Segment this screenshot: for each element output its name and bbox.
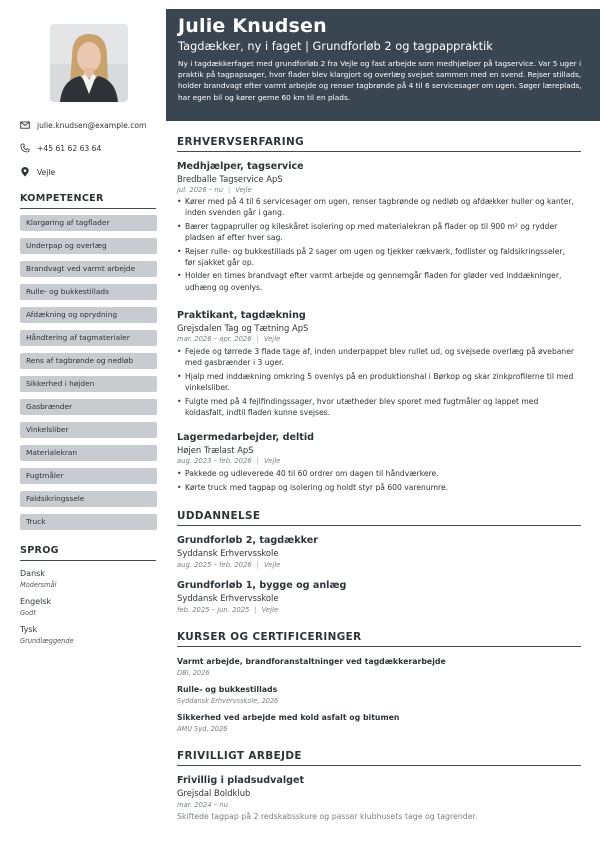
- contact-location: [20, 167, 160, 177]
- skill-chip: Vinkelsliber: [20, 422, 157, 438]
- skill-chip: Rulle- og bukkestillads: [20, 284, 157, 300]
- job-bullet: • Rejser rulle- og bukkestillads på 2 sager om ugen og tjekker rækværk, fodlister og faldsikringsseler, før sjakket går op.: [177, 246, 577, 268]
- volunteer-org: Grejsdal Boldklub: [177, 788, 251, 798]
- languages-heading: SPROG: [20, 545, 156, 561]
- job-location: Vejle: [263, 335, 281, 343]
- skill-chip: Sikkerhed i højden: [20, 376, 157, 392]
- education-school: Syddansk Erhvervsskole: [177, 548, 279, 558]
- skill-chip: Materialekran: [20, 445, 157, 461]
- volunteer-description: Skiftede tagpap på 2 redskabsskure og passer klubhusets tage og tagrender.: [177, 812, 478, 821]
- job-bullets: [177, 196, 577, 295]
- job-bullets: [177, 468, 577, 495]
- job-location: Vejle: [235, 186, 252, 194]
- job-bullet: • Fulgte med på 4 fejlfindingssager, hvor utætheder blev sporet med fugtmåler og lappet med koldasfalt, indtil fladen kunne svejses.: [177, 396, 577, 418]
- job-bullet: • Holder en times brandvagt efter varmt arbejde og gennemgår fladen for gløder ved inddækninger, udhæng og ovenlys.: [177, 270, 577, 292]
- course-meta: Syddansk Erhvervsskole, 2026: [177, 697, 279, 705]
- language-level: Modersmål: [20, 581, 57, 589]
- location-text: Vejle: [37, 167, 56, 177]
- education-title: Grundforløb 2, tagdækker: [177, 535, 318, 546]
- location-pin-icon: [20, 167, 30, 177]
- job-bullet: • Fejede og tørrede 3 flade tage af, inden underpappet blev rullet ud, og svejsede overlæg på øvebaner med gasbrænder i 3 uger.: [177, 346, 577, 368]
- job-title: Medhjælper, tagservice: [177, 161, 304, 172]
- skill-chip: Fugtmåler: [20, 468, 157, 484]
- job-bullet: • Bærer tagpapruller og kileskåret isolering op med materialekran på flader op til 900 m² og rydder pladsen af efter hver sag.: [177, 221, 577, 243]
- job-employer: Grejsdalen Tag og Tætning ApS: [177, 323, 309, 333]
- volunteer-dates: mar. 2024 – nu: [177, 801, 228, 809]
- education-location: Vejle: [263, 561, 281, 569]
- skill-chip: Truck: [20, 514, 157, 530]
- job-title: Lagermedarbejder, deltid: [177, 432, 315, 443]
- phone-icon: [20, 143, 30, 153]
- job-dates: jul. 2026 – nu: [177, 186, 224, 194]
- skill-chip: Håndtering af tagmaterialer: [20, 330, 157, 346]
- skills-heading: KOMPETENCER: [20, 193, 156, 209]
- education-dates: feb. 2025 – jun. 2025: [177, 606, 250, 614]
- education-dates: aug. 2025 – feb. 2026: [177, 561, 252, 569]
- phone-text: +45 61 62 63 64: [37, 143, 102, 153]
- job-title: Praktikant, tagdækning: [177, 310, 306, 321]
- person-title: Tagdækker, ny i faget | Grundforløb 2 og tagpappraktik: [178, 39, 493, 53]
- course-title: Rulle- og bukkestillads: [177, 685, 278, 694]
- contact-phone[interactable]: [20, 143, 160, 153]
- language-name: Tysk: [20, 625, 38, 634]
- header-banner: [166, 9, 600, 121]
- course-title: Varmt arbejde, brandforanstaltninger ved tagdækkerarbejde: [177, 657, 446, 666]
- education-title: Grundforløb 1, bygge og anlæg: [177, 580, 347, 591]
- skill-chip: Klargøring af tagflader: [20, 215, 157, 231]
- education-school: Syddansk Erhvervsskole: [177, 593, 279, 603]
- job-bullet: • Kører med på 4 til 6 servicesager om ugen, renser tagbrønde og nedløb og afdækker huller og kanter, inden svenden går i gang.: [177, 196, 577, 218]
- course-meta: DBI, 2026: [177, 669, 210, 677]
- education-location: Vejle: [261, 606, 279, 614]
- profile-summary: Ny i tagdækkerfaget med grundforløb 2 fra Vejle og fast arbejde som medhjælper på tagservice. Var 5 uger i praktik på tagpapsager, hvor flader blev klargjort og overlæg svejset sammen med en svend. Rejser stillads, holder brandvagt efter varmt arbejde og renser tagbrønde på 4 til 6 servicesager om ugen. Søger læreplads, har egen bil og kører gerne 60 km til en plads.: [178, 59, 582, 102]
- language-level: Godt: [20, 609, 36, 617]
- job-meta: jul. 2026 – nu | Vejle: [177, 186, 252, 194]
- job-bullet: • Hjalp med inddækning omkring 5 ovenlys på en produktionshal i Børkop og skar zinkprofilerne til med vinkelsliber.: [177, 371, 577, 393]
- email-icon: [20, 120, 30, 130]
- experience-heading: ERHVERVSERFARING: [177, 136, 581, 152]
- email-text: julie.knudsen@example.com: [37, 120, 147, 130]
- volunteer-heading: FRIVILLIGT ARBEJDE: [177, 750, 581, 766]
- education-heading: UDDANNELSE: [177, 510, 581, 526]
- job-dates: mar. 2026 – apr. 2026: [177, 335, 252, 343]
- job-employer: Bredballe Tagservice ApS: [177, 174, 283, 184]
- job-bullet: • Kørte truck med tagpap og isolering og holdt styr på 600 varenumre.: [177, 482, 577, 493]
- language-level: Grundlæggende: [20, 637, 74, 645]
- job-dates: aug. 2023 – feb. 2026: [177, 457, 252, 465]
- job-bullets: [177, 346, 577, 420]
- skill-chip: Faldsikringssele: [20, 491, 157, 507]
- education-meta: aug. 2025 – feb. 2026 | Vejle: [177, 561, 281, 569]
- skill-chip: Underpap og overlæg: [20, 238, 157, 254]
- language-name: Engelsk: [20, 597, 52, 606]
- course-meta: AMU Syd, 2026: [177, 725, 228, 733]
- skill-chip: Gasbrænder: [20, 399, 157, 415]
- education-meta: feb. 2025 – jun. 2025 | Vejle: [177, 606, 279, 614]
- skill-chip: Rens af tagbrønde og nedløb: [20, 353, 157, 369]
- job-meta: aug. 2023 – feb. 2026 | Vejle: [177, 457, 281, 465]
- volunteer-title: Frivillig i pladsudvalget: [177, 775, 305, 786]
- skill-chip: Brandvagt ved varmt arbejde: [20, 261, 157, 277]
- person-name: Julie Knudsen: [178, 15, 327, 37]
- job-employer: Højen Trælast ApS: [177, 445, 254, 455]
- courses-heading: KURSER OG CERTIFICERINGER: [177, 631, 581, 647]
- language-name: Dansk: [20, 569, 45, 578]
- profile-photo: [50, 24, 128, 102]
- course-title: Sikkerhed ved arbejde med kold asfalt og bitumen: [177, 713, 400, 722]
- job-location: Vejle: [263, 457, 281, 465]
- job-meta: mar. 2026 – apr. 2026 | Vejle: [177, 335, 281, 343]
- contact-email[interactable]: [20, 120, 160, 130]
- skill-chip: Afdækning og oprydning: [20, 307, 157, 323]
- job-bullet: • Pakkede og udleverede 40 til 60 ordrer om dagen til håndværkere.: [177, 468, 577, 479]
